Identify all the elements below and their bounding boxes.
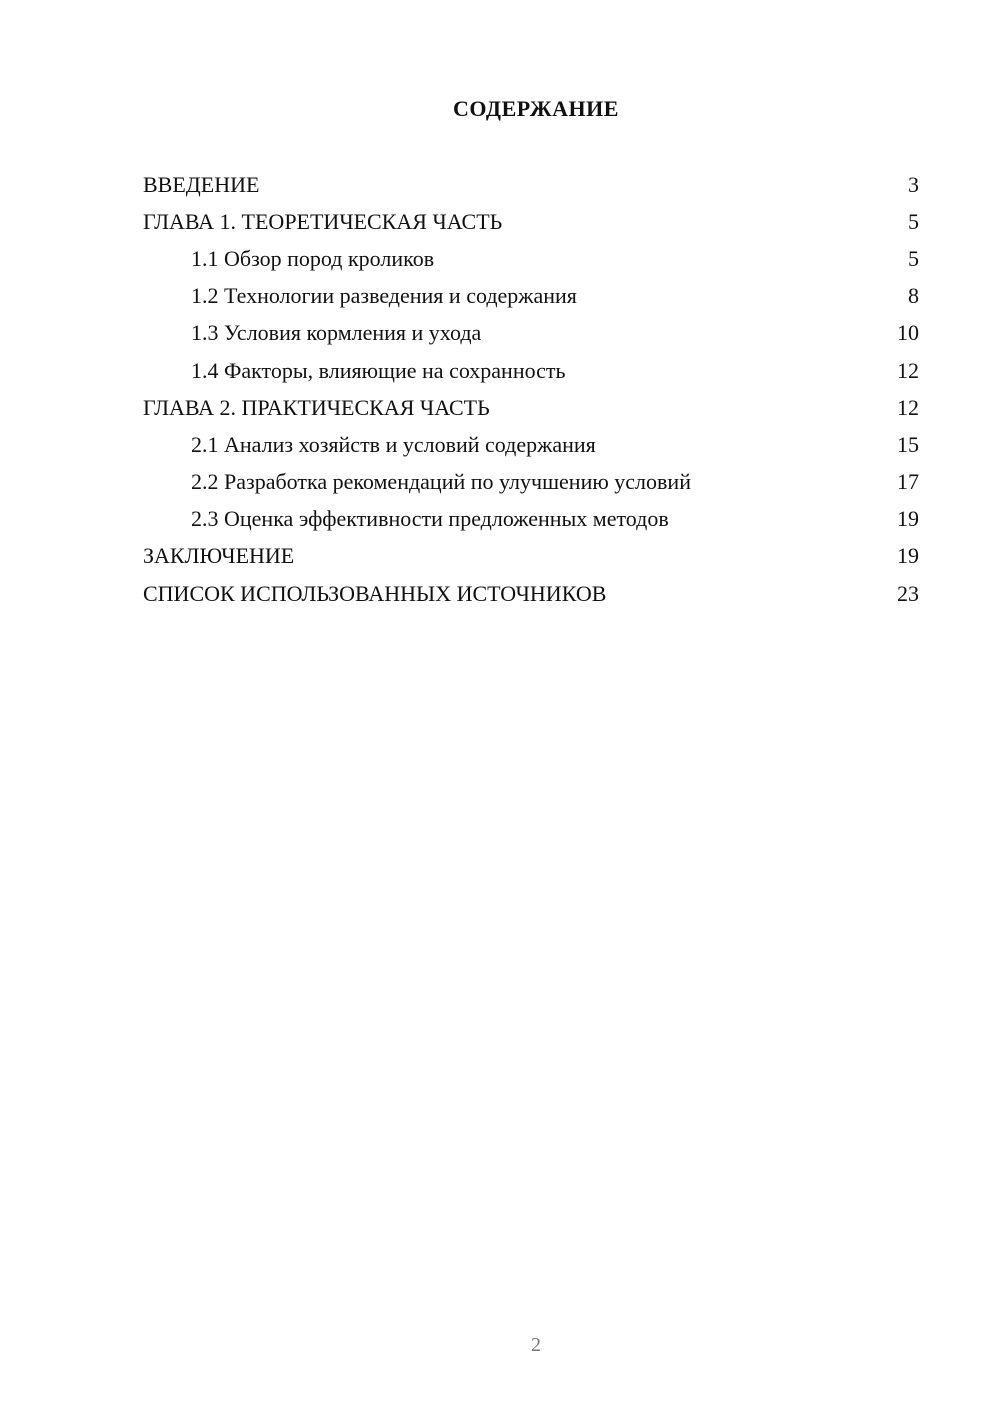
toc-item-page: 12: [897, 394, 919, 420]
toc-item-label: 1.3 Условия кормления и ухода: [191, 320, 482, 346]
toc-item-page: 5: [908, 208, 919, 234]
toc-item-conclusion[interactable]: [143, 538, 919, 575]
toc-item-page: 17: [897, 469, 919, 495]
page-number: 2: [531, 1334, 541, 1356]
toc-item-section-1-1[interactable]: [143, 240, 919, 277]
toc-item-section-2-2[interactable]: [143, 464, 919, 501]
toc-item-page: 19: [897, 543, 919, 569]
toc-item-page: 8: [908, 283, 919, 309]
toc-item-label: ГЛАВА 1. ТЕОРЕТИЧЕСКАЯ ЧАСТЬ: [143, 208, 503, 234]
table-of-contents: [143, 166, 919, 612]
toc-item-chapter-2[interactable]: [143, 389, 919, 426]
toc-item-section-2-3[interactable]: [143, 501, 919, 538]
toc-item-label: СПИСОК ИСПОЛЬЗОВАННЫХ ИСТОЧНИКОВ: [143, 580, 607, 606]
toc-item-section-1-4[interactable]: [143, 352, 919, 389]
toc-item-page: 5: [908, 245, 919, 271]
toc-item-section-2-1[interactable]: [143, 426, 919, 463]
toc-item-label: 1.4 Факторы, влияющие на сохранность: [191, 357, 566, 383]
toc-item-label: 1.2 Технологии разведения и содержания: [191, 283, 577, 309]
toc-item-label: 2.1 Анализ хозяйств и условий содержания: [191, 431, 596, 457]
page-title: СОДЕРЖАНИЕ: [453, 96, 619, 121]
toc-item-page: 3: [908, 171, 919, 197]
toc-item-page: 19: [897, 506, 919, 532]
toc-item-label: ГЛАВА 2. ПРАКТИЧЕСКАЯ ЧАСТЬ: [143, 394, 490, 420]
toc-item-label: 2.2 Разработка рекомендаций по улучшению условий: [191, 469, 691, 495]
toc-item-label: 2.3 Оценка эффективности предложенных методов: [191, 506, 669, 532]
toc-item-references[interactable]: [143, 575, 919, 612]
toc-item-page: 23: [897, 580, 919, 606]
toc-item-label: ВВЕДЕНИЕ: [143, 171, 260, 197]
toc-item-label: ЗАКЛЮЧЕНИЕ: [143, 543, 295, 569]
toc-item-label: 1.1 Обзор пород кроликов: [191, 245, 435, 271]
toc-item-introduction[interactable]: [143, 166, 919, 203]
toc-item-section-1-3[interactable]: [143, 315, 919, 352]
toc-item-section-1-2[interactable]: [143, 278, 919, 315]
toc-item-page: 15: [897, 431, 919, 457]
toc-item-chapter-1[interactable]: [143, 203, 919, 240]
toc-item-page: 12: [897, 357, 919, 383]
toc-item-page: 10: [897, 320, 919, 346]
